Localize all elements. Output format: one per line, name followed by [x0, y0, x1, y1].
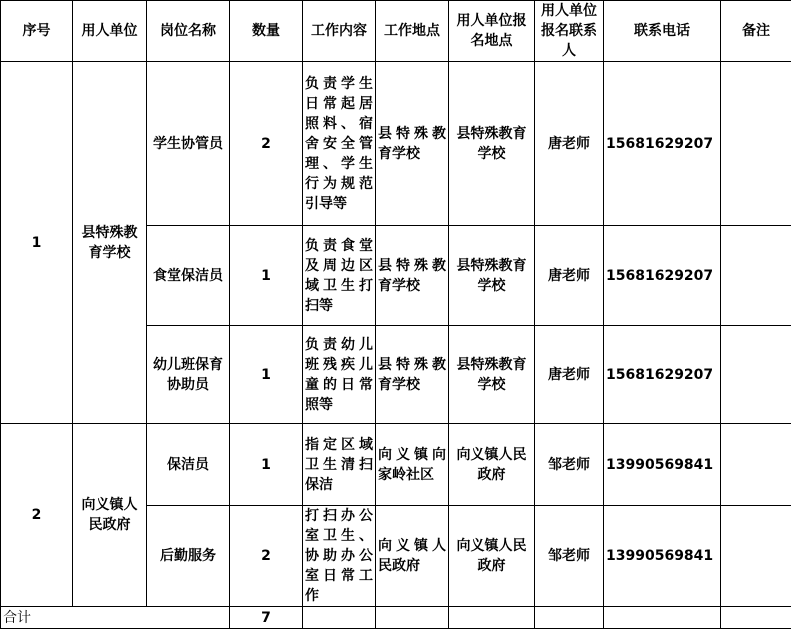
header-location: 工作地点: [376, 1, 449, 62]
phone-cell: 15681629207: [604, 226, 721, 326]
contact-cell: 邹老师: [535, 424, 604, 506]
phone-cell: 13990569841: [604, 424, 721, 506]
total-empty-cell: [449, 607, 535, 629]
position-cell: 幼儿班保育协助员: [147, 326, 230, 424]
header-contact: 用人单位报名联系人: [535, 1, 604, 62]
count-cell: 1: [230, 424, 303, 506]
count-cell: 1: [230, 226, 303, 326]
phone-cell: 15681629207: [604, 326, 721, 424]
seq-cell: 1: [1, 62, 73, 424]
total-empty-cell: [721, 607, 791, 629]
count-cell: 2: [230, 62, 303, 226]
table-row: [1, 424, 791, 506]
reg-location-cell: 县特殊教育学校: [449, 62, 535, 226]
header-position: 岗位名称: [147, 1, 230, 62]
total-empty-cell: [376, 607, 449, 629]
total-count: 7: [230, 607, 303, 629]
total-empty-cell: [604, 607, 721, 629]
remark-cell: [721, 326, 791, 424]
contact-cell: 唐老师: [535, 226, 604, 326]
reg-location-cell: 县特殊教育学校: [449, 326, 535, 424]
reg-location-cell: 向义镇人民政府: [449, 506, 535, 607]
position-cell: 学生协管员: [147, 62, 230, 226]
position-cell: 食堂保洁员: [147, 226, 230, 326]
content-cell: 负责幼儿班残疾儿童的日常照等: [303, 326, 376, 424]
employer-cell: 县特殊教育学校: [73, 62, 147, 424]
phone-cell: 13990569841: [604, 506, 721, 607]
header-row: [1, 1, 791, 62]
total-row: [1, 607, 791, 629]
remark-cell: [721, 62, 791, 226]
count-cell: 2: [230, 506, 303, 607]
total-label: 合计: [1, 607, 230, 629]
total-empty-cell: [303, 607, 376, 629]
header-content: 工作内容: [303, 1, 376, 62]
contact-cell: 邹老师: [535, 506, 604, 607]
position-cell: 保洁员: [147, 424, 230, 506]
header-count: 数量: [230, 1, 303, 62]
seq-cell: 2: [1, 424, 73, 607]
content-cell: 负责食堂及周边区域卫生打扫等: [303, 226, 376, 326]
header-remark: 备注: [721, 1, 791, 62]
remark-cell: [721, 226, 791, 326]
table-row: [1, 62, 791, 226]
count-cell: 1: [230, 326, 303, 424]
position-cell: 后勤服务: [147, 506, 230, 607]
content-cell: 指定区域卫生清扫保洁: [303, 424, 376, 506]
location-cell: 向义镇人民政府: [376, 506, 449, 607]
header-seq: 序号: [1, 1, 73, 62]
remark-cell: [721, 424, 791, 506]
reg-location-cell: 县特殊教育学校: [449, 226, 535, 326]
remark-cell: [721, 506, 791, 607]
content-cell: 打扫办公室卫生、协助办公室日常工作: [303, 506, 376, 607]
contact-cell: 唐老师: [535, 326, 604, 424]
location-cell: 县特殊教育学校: [376, 226, 449, 326]
header-employer: 用人单位: [73, 1, 147, 62]
phone-cell: 15681629207: [604, 62, 721, 226]
location-cell: 县特殊教育学校: [376, 62, 449, 226]
location-cell: 向义镇向家岭社区: [376, 424, 449, 506]
reg-location-cell: 向义镇人民政府: [449, 424, 535, 506]
header-reg-location: 用人单位报名地点: [449, 1, 535, 62]
content-cell: 负责学生日常起居照料、宿舍安全管理、学生行为规范引导等: [303, 62, 376, 226]
location-cell: 县特殊教育学校: [376, 326, 449, 424]
contact-cell: 唐老师: [535, 62, 604, 226]
employer-cell: 向义镇人民政府: [73, 424, 147, 607]
total-empty-cell: [535, 607, 604, 629]
header-phone: 联系电话: [604, 1, 721, 62]
